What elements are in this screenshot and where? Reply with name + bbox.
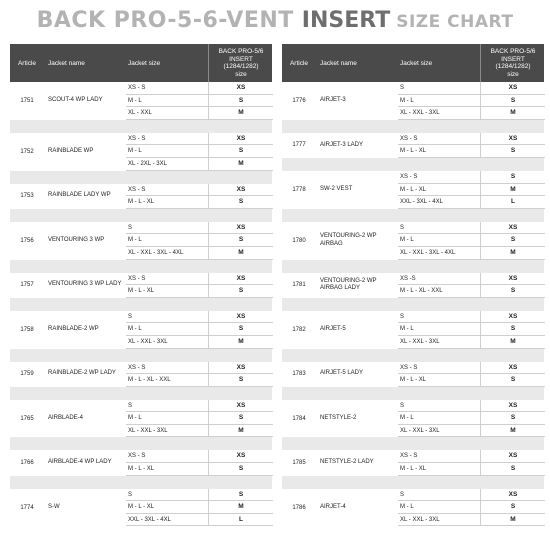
insert-size: M	[480, 336, 545, 349]
insert-size: XS	[480, 311, 545, 324]
insert-size: S	[208, 234, 273, 247]
article-number: 1774	[20, 504, 34, 511]
article-number: 1752	[20, 148, 34, 155]
group-separator	[282, 298, 544, 311]
jacket-size: M - L - XL	[400, 184, 480, 197]
article-number: 1780	[292, 237, 306, 244]
insert-size: L	[208, 514, 273, 527]
insert-size: XS	[480, 273, 545, 286]
jacket-size: XS - S	[128, 362, 208, 375]
article-number: 1758	[20, 326, 34, 333]
table-row	[282, 412, 544, 425]
jacket-name: AIRJET-3	[320, 97, 346, 104]
group-separator	[282, 120, 544, 133]
table-row	[282, 400, 544, 413]
jacket-name: S-W	[48, 503, 60, 510]
article-number: 1765	[20, 415, 34, 422]
insert-size: XS	[208, 273, 273, 286]
table-row	[10, 273, 272, 289]
group-separator	[10, 476, 272, 489]
insert-size: M	[208, 501, 273, 514]
article-number: 1778	[292, 186, 306, 193]
insert-size: L	[480, 196, 545, 209]
insert-size: S	[480, 323, 545, 336]
jacket-size: S	[400, 222, 480, 235]
jacket-name: RAINBLADE WP	[48, 147, 94, 154]
table-row	[10, 107, 272, 120]
group-separator	[282, 437, 544, 450]
table-row	[10, 501, 272, 514]
jacket-name: AIRJET-4	[320, 503, 346, 510]
article-group	[10, 82, 272, 120]
group-separator	[282, 476, 544, 489]
table-row	[282, 145, 544, 158]
jacket-name: NETSTYLE-2	[320, 414, 357, 421]
table-row	[282, 82, 544, 95]
jacket-name: AIRJET-5 LADY	[320, 370, 364, 377]
article-number: 1785	[292, 460, 306, 467]
article-number: 1751	[20, 97, 34, 104]
size-table-right	[282, 44, 544, 526]
jacket-size: XL - XXL - 3XL	[128, 336, 208, 349]
jacket-name: AIRBLADE-4	[48, 414, 84, 421]
insert-size: XS	[480, 133, 545, 146]
jacket-size: XS - S	[400, 362, 480, 375]
title-size-chart: SIZE CHART	[396, 12, 514, 32]
table-row	[10, 184, 272, 200]
table-row	[282, 501, 544, 514]
group-separator	[10, 209, 272, 222]
article-number: 1753	[20, 193, 34, 200]
table-row	[10, 362, 272, 378]
table-body-right	[282, 82, 544, 526]
jacket-name: RAINBLADE-2 WP LADY	[48, 370, 116, 377]
jacket-name: VENTOURING-2 WP AIRBAG	[320, 233, 377, 247]
insert-size: M	[480, 184, 545, 197]
jacket-name: RAINBLADE LADY WP	[48, 192, 111, 199]
jacket-size: M - L - XL	[128, 463, 208, 476]
insert-size: M	[480, 107, 545, 120]
jacket-size: S	[400, 489, 480, 502]
table-row	[282, 247, 544, 260]
header-insert-line2: INSERT	[229, 55, 253, 63]
article-group	[282, 133, 544, 158]
jacket-size: S	[128, 222, 208, 235]
group-separator	[10, 387, 272, 400]
jacket-size: M - L	[128, 323, 208, 336]
table-row	[282, 273, 544, 289]
insert-size: XS	[480, 450, 545, 463]
article-group	[282, 450, 544, 475]
jacket-size: M - L	[400, 412, 480, 425]
table-row	[10, 133, 272, 146]
insert-size: S	[480, 412, 545, 425]
article-number: 1786	[292, 504, 306, 511]
jacket-size: XS - S	[128, 133, 208, 146]
insert-size: S	[480, 145, 545, 158]
article-group	[10, 400, 272, 438]
jacket-size: M - L - XL	[400, 145, 480, 158]
jacket-size: M - L	[128, 145, 208, 158]
article-group	[282, 489, 544, 527]
article-group	[282, 222, 544, 260]
jacket-size: M - L	[400, 95, 480, 108]
jacket-size: XL - 2XL - 3XL	[128, 158, 208, 171]
article-number: 1757	[20, 282, 34, 289]
table-row	[282, 311, 544, 324]
table-row	[10, 463, 272, 476]
header-article: Article	[17, 59, 37, 67]
group-separator	[10, 120, 272, 133]
jacket-name: AIRJET-5	[320, 325, 346, 332]
article-number: 1784	[292, 415, 306, 422]
article-number: 1782	[292, 326, 306, 333]
jacket-name: VENTOURING-2 WP AIRBAG LADY	[320, 277, 377, 292]
jacket-size: XL - XXL - 3XL - 4XL	[400, 247, 480, 260]
insert-size: S	[208, 489, 273, 502]
insert-size: XS	[208, 184, 273, 197]
group-separator	[10, 437, 272, 450]
jacket-size: XL - XXL - 3XL	[128, 425, 208, 438]
insert-size: S	[480, 285, 545, 298]
jacket-size: M - L - XL	[128, 285, 208, 298]
insert-size: XS	[208, 450, 273, 463]
table-row	[10, 323, 272, 336]
table-row	[10, 247, 272, 260]
table-row	[282, 374, 544, 387]
article-group	[10, 184, 272, 209]
jacket-size: XL - XXL - 3XL	[400, 514, 480, 527]
insert-size: S	[208, 463, 273, 476]
jacket-size: S	[128, 489, 208, 502]
table-body-left	[10, 82, 272, 526]
insert-size: S	[208, 323, 273, 336]
group-separator	[282, 260, 544, 273]
jacket-size: XS - S	[128, 184, 208, 197]
insert-size: S	[208, 196, 273, 209]
table-row	[282, 463, 544, 476]
article-number: 1759	[20, 371, 34, 378]
jacket-name: NETSTYLE-2 LADY	[320, 459, 374, 466]
insert-size: M	[208, 107, 273, 120]
table-row	[10, 196, 272, 209]
article-group	[10, 450, 272, 475]
article-number: 1756	[20, 237, 34, 244]
article-number: 1776	[292, 97, 306, 104]
table-row	[282, 336, 544, 349]
table-row	[282, 196, 544, 209]
insert-size: S	[480, 501, 545, 514]
table-row	[10, 514, 272, 527]
jacket-size: M - L - XL	[128, 501, 208, 514]
article-group	[10, 311, 272, 349]
insert-size: S	[208, 285, 273, 298]
jacket-size: XS - S	[400, 171, 480, 184]
table-row	[10, 95, 272, 108]
insert-size: XS	[480, 362, 545, 375]
jacket-size: XXL - 3XL - 4XL	[400, 196, 480, 209]
jacket-size: XS - S	[400, 133, 480, 146]
jacket-size: XXL - 3XL - 4XL	[128, 514, 208, 527]
table-row	[10, 450, 272, 463]
insert-size: XS	[480, 489, 545, 502]
insert-size: XS	[208, 362, 273, 375]
jacket-size: M - L	[128, 95, 208, 108]
jacket-size: M - L - XL	[400, 374, 480, 387]
header-insert-size	[480, 44, 545, 82]
article-group	[10, 273, 272, 298]
table-row	[282, 107, 544, 120]
table-row	[282, 425, 544, 438]
table-row	[10, 222, 272, 235]
group-separator	[10, 171, 272, 184]
insert-size: S	[208, 145, 273, 158]
group-separator	[10, 298, 272, 311]
jacket-size: M - L	[400, 234, 480, 247]
size-table-left	[10, 44, 272, 526]
article-group	[282, 362, 544, 387]
article-group	[282, 400, 544, 438]
jacket-name: VENTOURING 3 WP	[48, 236, 105, 243]
insert-size: XS	[480, 82, 545, 95]
header-jacket-size: Jacket size	[128, 59, 161, 67]
table-row	[10, 234, 272, 247]
insert-size: S	[480, 463, 545, 476]
header-jacket-name: Jacket name	[48, 59, 85, 67]
insert-size: S	[208, 374, 273, 387]
insert-size: S	[480, 95, 545, 108]
table-row	[10, 412, 272, 425]
jacket-size: M - L	[400, 501, 480, 514]
jacket-size: XS - S	[128, 273, 208, 286]
jacket-name: AIRBLADE-4 WP LADY	[48, 459, 112, 466]
table-row	[282, 285, 544, 298]
jacket-size: XL - XXL - 3XL	[400, 425, 480, 438]
header-insert-line3: (1284/1282)	[495, 63, 531, 70]
table-row	[10, 400, 272, 413]
jacket-size: M - L	[128, 234, 208, 247]
group-separator	[282, 387, 544, 400]
insert-size: M	[208, 247, 273, 260]
insert-size: XS	[208, 133, 273, 146]
jacket-name: RAINBLADE-2 WP	[48, 325, 99, 332]
insert-size: XS	[208, 82, 273, 95]
insert-size: M	[208, 425, 273, 438]
table-row	[282, 362, 544, 378]
header-insert-line2: INSERT	[501, 55, 525, 63]
insert-size: M	[480, 247, 545, 260]
jacket-size: M - L	[400, 323, 480, 336]
table-row	[10, 425, 272, 438]
header-article: Article	[289, 59, 309, 67]
article-group	[282, 82, 544, 120]
article-group	[282, 171, 544, 209]
jacket-size: M - L - XL	[400, 463, 480, 476]
jacket-size: XS -S	[400, 273, 480, 286]
insert-size: XS	[480, 400, 545, 413]
jacket-size: M - L - XL - XXL	[128, 374, 208, 387]
jacket-size: XS - S	[400, 450, 480, 463]
insert-size: M	[208, 336, 273, 349]
jacket-size: XS - S	[128, 450, 208, 463]
header-insert-line1: BACK PRO-5/6	[490, 48, 536, 55]
table-row	[282, 234, 544, 247]
insert-size: XS	[208, 400, 273, 413]
jacket-size: S	[400, 82, 480, 95]
insert-size: S	[480, 234, 545, 247]
article-number: 1766	[20, 460, 34, 467]
table-row	[282, 450, 544, 463]
insert-size: M	[208, 158, 273, 171]
header-insert-line3: (1284/1282)	[223, 63, 259, 70]
insert-size: S	[480, 171, 545, 184]
article-group	[282, 311, 544, 349]
article-number: 1777	[292, 142, 306, 149]
jacket-size: M - L	[128, 412, 208, 425]
jacket-name: SCOUT-4 WP LADY	[48, 97, 103, 104]
jacket-size: M - L - XL - XXL	[400, 285, 480, 298]
table-row	[282, 489, 544, 502]
jacket-size: S	[128, 311, 208, 324]
table-row	[10, 374, 272, 387]
article-group	[10, 133, 272, 171]
jacket-size: S	[400, 311, 480, 324]
insert-size: S	[208, 95, 273, 108]
insert-size: XS	[208, 311, 273, 324]
table-header	[10, 44, 272, 82]
group-separator	[282, 349, 544, 362]
table-row	[282, 133, 544, 149]
jacket-name: AIRJET-3 LADY	[320, 141, 364, 148]
jacket-size: XL - XXL - 3XL - 4XL	[128, 247, 208, 260]
header-jacket-name: Jacket name	[320, 59, 357, 67]
table-row	[10, 145, 272, 158]
header-insert-line1: BACK PRO-5/6	[218, 48, 264, 55]
table-row	[10, 489, 272, 502]
jacket-size: S	[400, 400, 480, 413]
insert-size: S	[480, 374, 545, 387]
group-separator	[10, 349, 272, 362]
table-row	[282, 95, 544, 108]
insert-size: M	[480, 425, 545, 438]
header-insert-line4: size	[507, 70, 519, 78]
table-row	[282, 171, 544, 184]
article-group	[10, 362, 272, 387]
article-number: 1781	[292, 282, 306, 289]
table-row	[282, 514, 544, 527]
jacket-size: XL - XXL - 3XL	[400, 336, 480, 349]
table-row	[10, 158, 272, 171]
table-row	[10, 336, 272, 349]
table-row	[282, 222, 544, 235]
group-separator	[282, 209, 544, 222]
table-row	[10, 82, 272, 95]
article-number: 1783	[292, 371, 306, 378]
table-row	[282, 184, 544, 197]
table-row	[10, 285, 272, 298]
table-row	[10, 311, 272, 324]
jacket-size: XL - XXL	[128, 107, 208, 120]
chart-title	[0, 6, 550, 38]
insert-size: XS	[208, 222, 273, 235]
title-product: BACK PRO-5-6-VENT	[36, 8, 294, 33]
insert-size: M	[480, 514, 545, 527]
table-row	[282, 323, 544, 336]
group-separator	[10, 260, 272, 273]
table-header	[282, 44, 544, 82]
header-jacket-size: Jacket size	[400, 59, 433, 67]
title-insert: INSERT	[301, 8, 391, 33]
header-insert-size	[208, 44, 273, 82]
jacket-name: SW-2 VEST	[320, 186, 353, 193]
jacket-name: VENTOURING 3 WP LADY	[48, 281, 122, 288]
jacket-size: S	[128, 400, 208, 413]
jacket-size: M - L - XL	[128, 196, 208, 209]
insert-size: XS	[480, 222, 545, 235]
jacket-size: XL - XXL - 3XL	[400, 107, 480, 120]
jacket-size: XS - S	[128, 82, 208, 95]
article-group	[10, 222, 272, 260]
group-separator	[282, 158, 544, 171]
insert-size: S	[208, 412, 273, 425]
article-group	[282, 273, 544, 298]
header-insert-line4: size	[235, 70, 247, 78]
article-group	[10, 489, 272, 527]
